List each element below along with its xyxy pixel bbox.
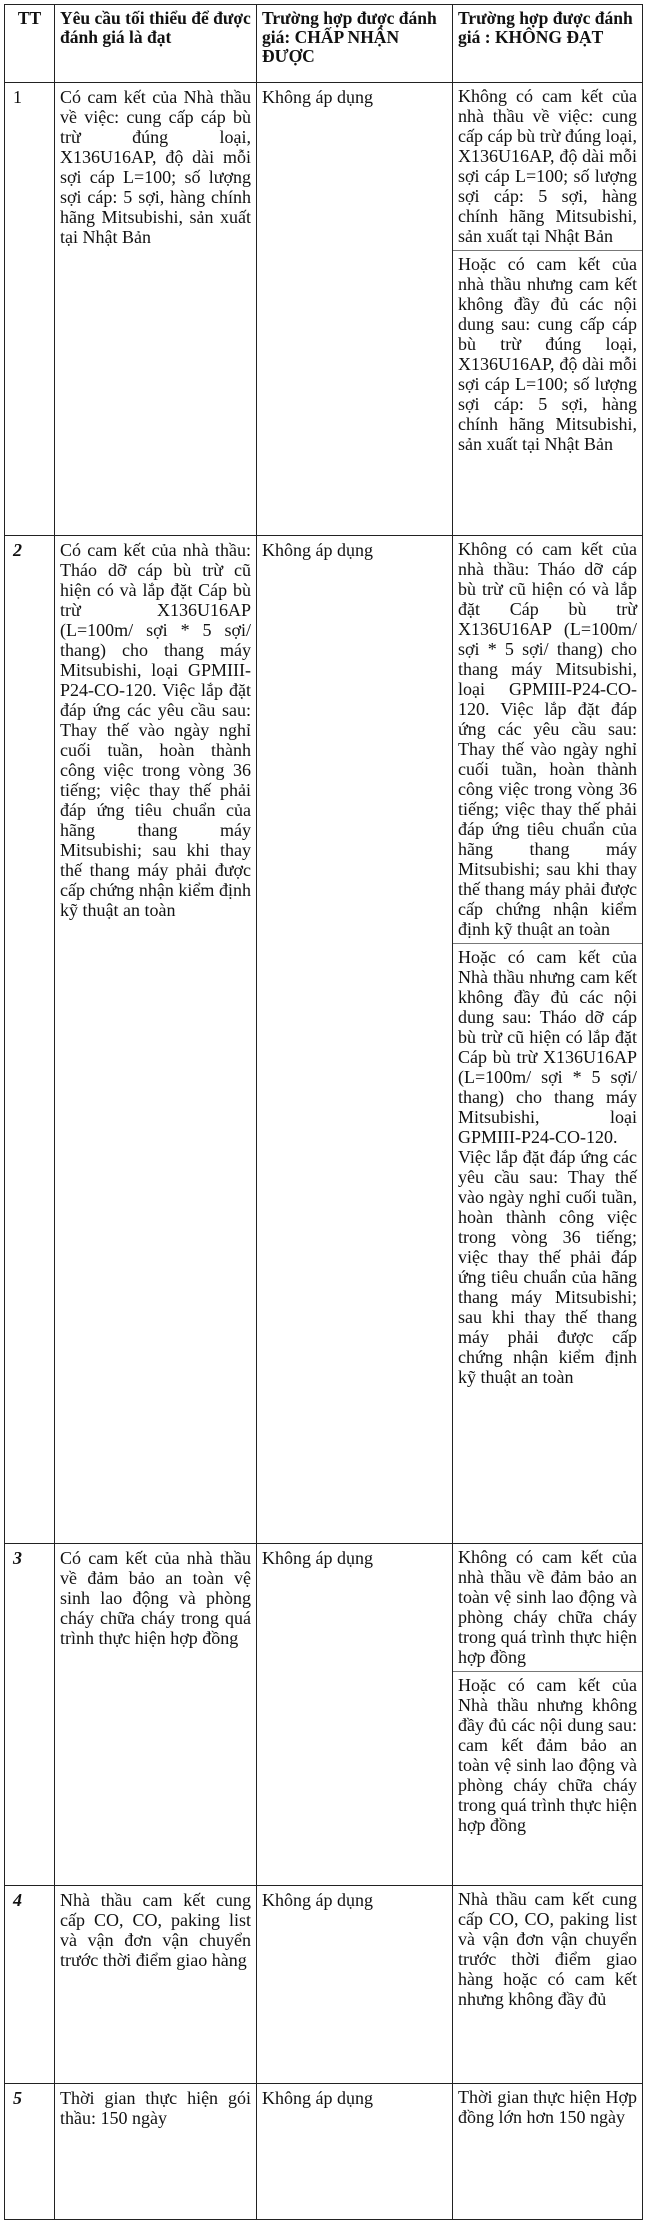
rejected-paragraph: Không có cam kết của nhà thầu về việc: cung cấp cáp bù trừ đúng loại, X136U16AP, độ dài mỗi sợi cáp L=100; số lượng sợi cáp: 5 sợi, hàng chính hãng Mitsubishi, sản xuất tại Nhật Bản <box>458 86 637 246</box>
header-rejected: Trường hợp được đánh giá : KHÔNG ĐẠT <box>453 5 643 83</box>
requirement-cell: Có cam kết của nhà thầu: Tháo dỡ cáp bù trừ cũ hiện có và lắp đặt Cáp bù trừ X136U16AP (L=100m/ sợi * 5 sợi/ thang) cho thang máy Mitsubishi, loại GPMIII-P24-CO-120. Việc lắp đặt đáp ứng các yêu cầu sau: Thay thế vào ngày nghỉ cuối tuần, hoàn thành công việc trong vòng 36 tiếng; việc thay thế phải đáp ứng tiêu chuẩn của hãng thang máy Mitsubishi; sau khi thay thế thang máy phải được cấp chứng nhận kiểm định kỹ thuật an toàn <box>55 536 257 1544</box>
row-number: 4 <box>5 1886 55 2084</box>
accepted-cell: Không áp dụng <box>257 1886 453 2084</box>
accepted-cell: Không áp dụng <box>257 2084 453 2220</box>
rejected-paragraph: Không có cam kết của nhà thầu: Tháo dỡ cáp bù trừ cũ hiện có và lắp đặt Cáp bù trừ X136U16AP (L=100m/ sợi * 5 sợi/ thang) cho thang máy Mitsubishi, loại GPMIII-P24-CO-120. Việc lắp đặt đáp ứng các yêu cầu sau: Thay thế vào ngày nghỉ cuối tuần, hoàn thành công việc trong vòng 36 tiếng; việc thay thế phải đáp ứng tiêu chuẩn của hãng thang máy Mitsubishi; sau khi thay thế thang máy phải được cấp chứng nhận kiểm định kỹ thuật an toàn <box>458 539 637 939</box>
header-accepted: Trường hợp được đánh giá: CHẤP NHẬN ĐƯỢC <box>257 5 453 83</box>
table-row <box>5 83 643 536</box>
header-requirement: Yêu cầu tối thiểu để được đánh giá là đạt <box>55 5 257 83</box>
requirement-cell: Nhà thầu cam kết cung cấp CO, CO, paking list và vận đơn vận chuyển trước thời điểm giao hàng <box>55 1886 257 2084</box>
rejected-cell <box>453 536 643 1544</box>
table-row <box>5 1886 643 2084</box>
rejected-paragraph: Hoặc có cam kết của Nhà thầu nhưng cam kết không đầy đủ các nội dung sau: Tháo dỡ cáp bù trừ cũ hiện có lắp đặt Cáp bù trừ X136U16AP (L=100m/ sợi * 5 sợi/ thang) cho thang máy Mitsubishi, loại GPMIII-P24-CO-120. Việc lắp đặt đáp ứng các yêu cầu sau: Thay thế vào ngày nghỉ cuối tuần, hoàn thành công việc trong vòng 36 tiếng; việc thay thế phải đáp ứng tiêu chuẩn của hãng thang máy Mitsubishi; sau khi thay thế thang máy phải được cấp chứng nhận kiểm định kỹ thuật an toàn <box>453 943 642 1391</box>
rejected-cell <box>453 2084 643 2220</box>
requirement-cell: Thời gian thực hiện gói thầu: 150 ngày <box>55 2084 257 2220</box>
row-number: 1 <box>5 83 55 536</box>
row-number: 5 <box>5 2084 55 2220</box>
header-tt: TT <box>5 5 55 83</box>
rejected-paragraph: Thời gian thực hiện Hợp đồng lớn hơn 150 ngày <box>458 2087 637 2127</box>
rejected-paragraph: Hoặc có cam kết của Nhà thầu nhưng không đầy đủ các nội dung sau: cam kết đảm bảo an toàn vệ sinh lao động và phòng cháy chữa cháy trong quá trình thực hiện hợp đồng <box>453 1671 642 1839</box>
rejected-paragraph: Hoặc có cam kết của nhà thầu nhưng cam kết không đầy đủ các nội dung sau: cung cấp cáp bù trừ đúng loại, X136U16AP, độ dài mỗi sợi cáp L=100; số lượng sợi cáp: 5 sợi, hàng chính hãng Mitsubishi, sản xuất tại Nhật Bản <box>453 250 642 458</box>
rejected-cell <box>453 1886 643 2084</box>
accepted-cell: Không áp dụng <box>257 1544 453 1886</box>
rejected-cell <box>453 1544 643 1886</box>
table-row <box>5 2084 643 2220</box>
row-number: 2 <box>5 536 55 1544</box>
rejected-cell <box>453 83 643 536</box>
table-header-row <box>5 5 643 83</box>
table-row <box>5 536 643 1544</box>
requirement-cell: Có cam kết của nhà thầu về đảm bảo an toàn vệ sinh lao động và phòng cháy chữa cháy trong quá trình thực hiện hợp đồng <box>55 1544 257 1886</box>
requirement-cell: Có cam kết của Nhà thầu về việc: cung cấp cáp bù trừ đúng loại, X136U16AP, độ dài mỗi sợi cáp L=100; số lượng sợi cáp: 5 sợi, hàng chính hãng Mitsubishi, sản xuất tại Nhật Bản <box>55 83 257 536</box>
accepted-cell: Không áp dụng <box>257 536 453 1544</box>
row-number: 3 <box>5 1544 55 1886</box>
accepted-cell: Không áp dụng <box>257 83 453 536</box>
rejected-paragraph: Nhà thầu cam kết cung cấp CO, CO, paking list và vận đơn vận chuyển trước thời điểm giao hàng hoặc có cam kết nhưng không đầy đủ <box>458 1889 637 2009</box>
evaluation-criteria-table <box>4 4 643 2220</box>
rejected-paragraph: Không có cam kết của nhà thầu về đảm bảo an toàn vệ sinh lao động và phòng cháy chữa cháy trong quá trình thực hiện hợp đồng <box>458 1547 637 1667</box>
table-row <box>5 1544 643 1886</box>
